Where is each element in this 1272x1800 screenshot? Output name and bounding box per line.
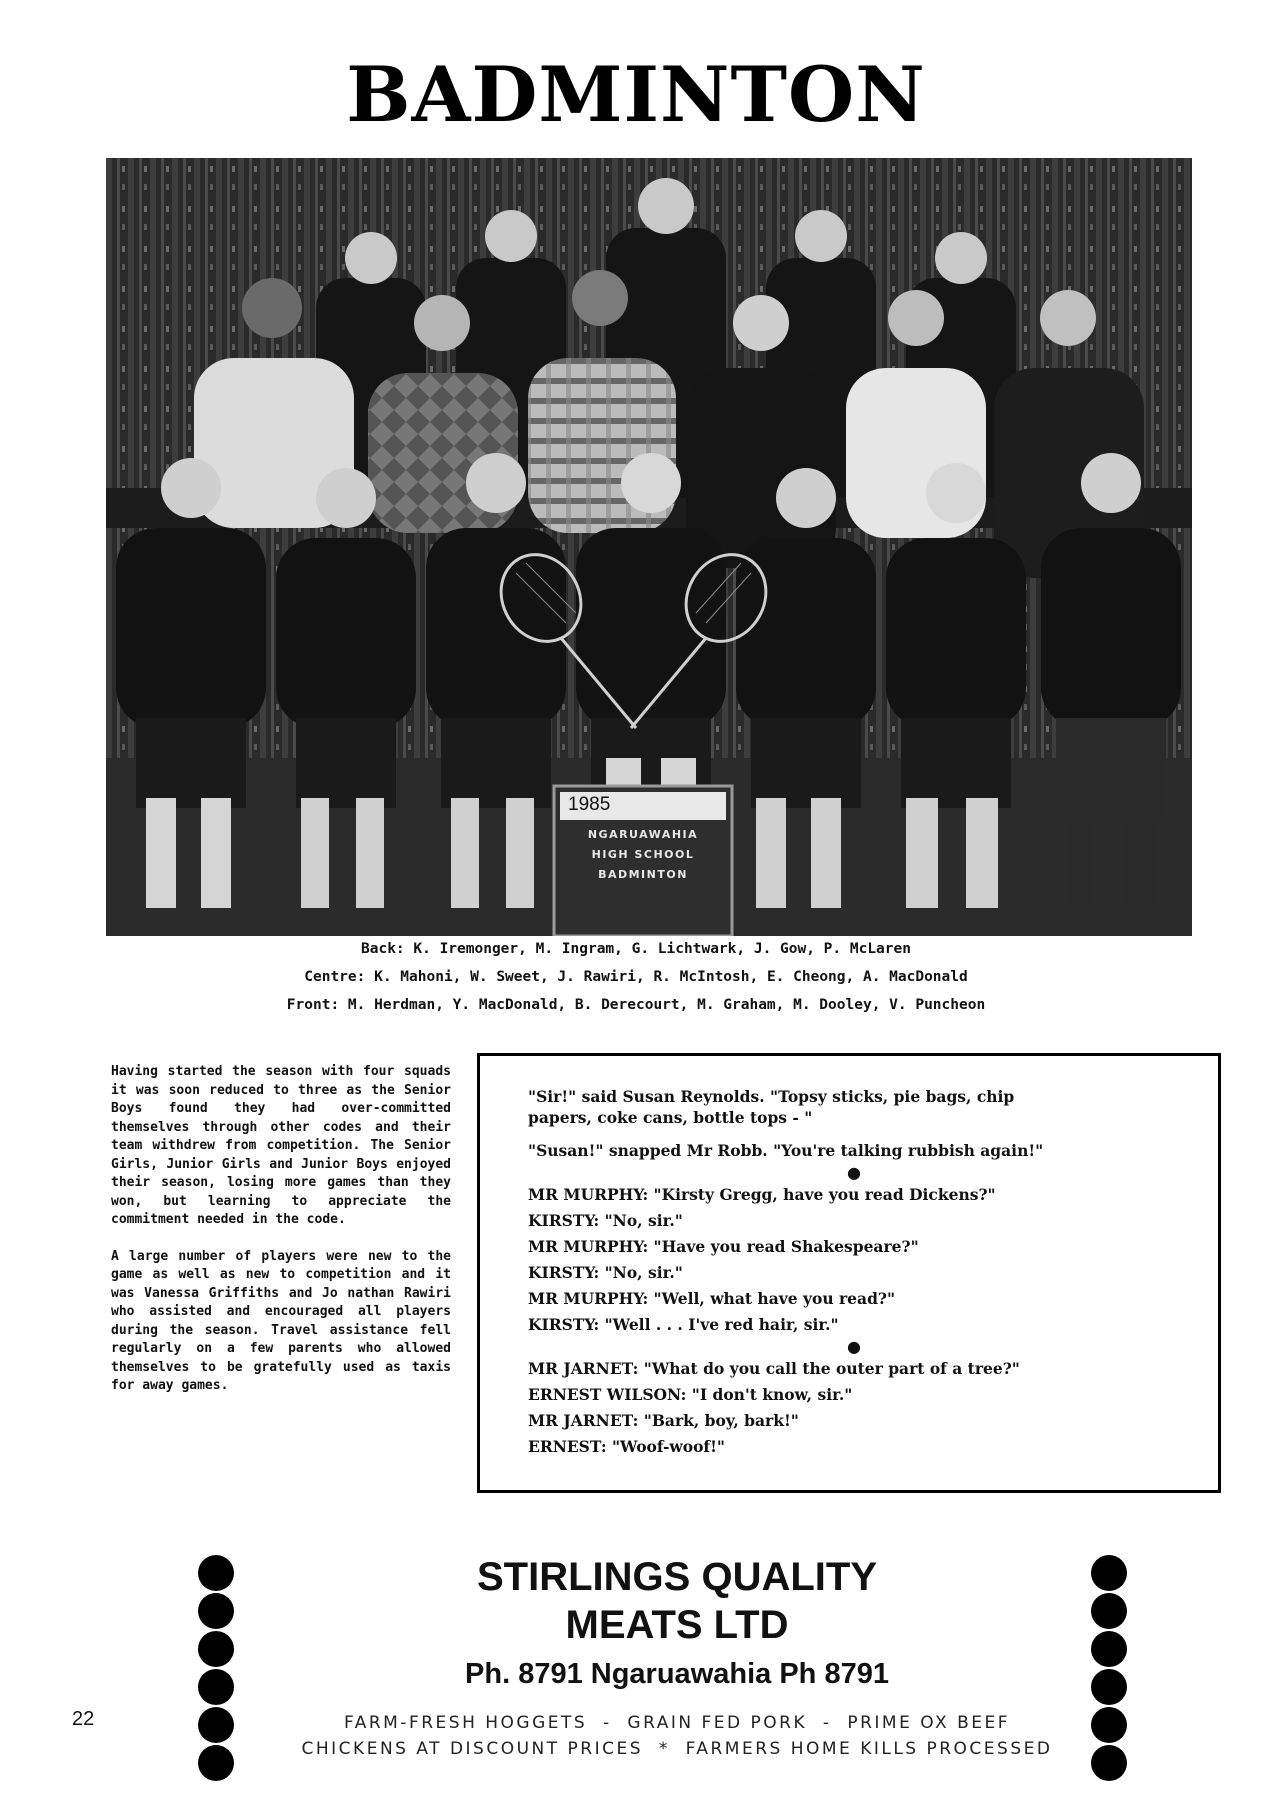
joke-2-line-2: KIRSTY: "No, sir.": [528, 1211, 683, 1230]
caption-front: Front: M. Herdman, Y. MacDonald, B. Derecourt, M. Graham, M. Dooley, V. Puncheon: [286, 997, 986, 1013]
ad-name-line-1: STIRLINGS QUALITY: [477, 1555, 877, 1599]
article-paragraph-2: A large number of players were new to the game as well as new to competition and it was Vanessa Griffiths and Jo nathan Rawiri who assisted and encouraged all players during the season. Travel assistance fell regularly on a few parents who allowed themselves to be gratefully used as taxis for away games.: [111, 1248, 451, 1393]
ad-items-line-1: FARM-FRESH HOGGETS - GRAIN FED PORK - PRIME OX BEEF: [343, 1713, 1011, 1733]
joke-2-line-4: KIRSTY: "No, sir.": [528, 1263, 683, 1282]
joke-1-line-3: "Susan!" snapped Mr Robb. "You're talking rubbish again!": [528, 1141, 1044, 1160]
joke-2-line-1: MR MURPHY: "Kirsty Gregg, have you read Dickens?": [528, 1185, 996, 1204]
joke-1-line-2: papers, coke cans, bottle tops - ": [528, 1108, 813, 1127]
sign-year: 1985: [568, 794, 611, 815]
article-text: [111, 1063, 451, 1414]
ad-phone: Ph. 8791 Ngaruawahia Ph 8791: [465, 1658, 889, 1690]
caption-back: Back: K. Iremonger, M. Ingram, G. Lichtwark, J. Gow, P. McLaren: [361, 941, 911, 957]
separator-bullet-1: ●: [847, 1163, 861, 1182]
article-paragraph-1: Having started the season with four squads it was soon reduced to three as the Senior Boys found they had over-committed themselves through other codes and their team withdrew from competition. The Senior Girls, Junior Girls and Junior Boys enjoyed their season, losing more games than they won, but learning to appreciate the commitment needed in the code.: [111, 1064, 451, 1227]
jokes-box: [477, 1053, 1221, 1493]
joke-1-line-1: "Sir!" said Susan Reynolds. "Topsy sticks, pie bags, chip: [528, 1087, 1015, 1106]
joke-3-line-3: MR JARNET: "Bark, boy, bark!": [528, 1411, 799, 1430]
sign-line-3: BADMINTON: [598, 868, 688, 881]
team-photo: [106, 158, 1192, 936]
joke-3-line-1: MR JARNET: "What do you call the outer part of a tree?": [528, 1359, 1020, 1378]
separator-bullet-2: ●: [847, 1337, 861, 1356]
ad-name-line-2: MEATS LTD: [565, 1603, 789, 1647]
ad-items-line-2: CHICKENS AT DISCOUNT PRICES * FARMERS HOME KILLS PROCESSED: [301, 1739, 1053, 1759]
joke-2-line-3: MR MURPHY: "Have you read Shakespeare?": [528, 1237, 919, 1256]
page-number: 22: [72, 1708, 95, 1730]
page-title: BADMINTON: [346, 50, 926, 139]
caption-centre: Centre: K. Mahoni, W. Sweet, J. Rawiri, R. McIntosh, E. Cheong, A. MacDonald: [304, 969, 968, 985]
joke-2-line-6: KIRSTY: "Well . . . I've red hair, sir.": [528, 1315, 839, 1334]
joke-3-line-4: ERNEST: "Woof-woof!": [528, 1437, 725, 1456]
sign-line-1: NGARUAWAHIA: [587, 828, 699, 841]
joke-2-line-5: MR MURPHY: "Well, what have you read?": [528, 1289, 896, 1308]
joke-3-line-2: ERNEST WILSON: "I don't know, sir.": [528, 1385, 853, 1404]
sign-line-2: HIGH SCHOOL: [591, 848, 695, 861]
